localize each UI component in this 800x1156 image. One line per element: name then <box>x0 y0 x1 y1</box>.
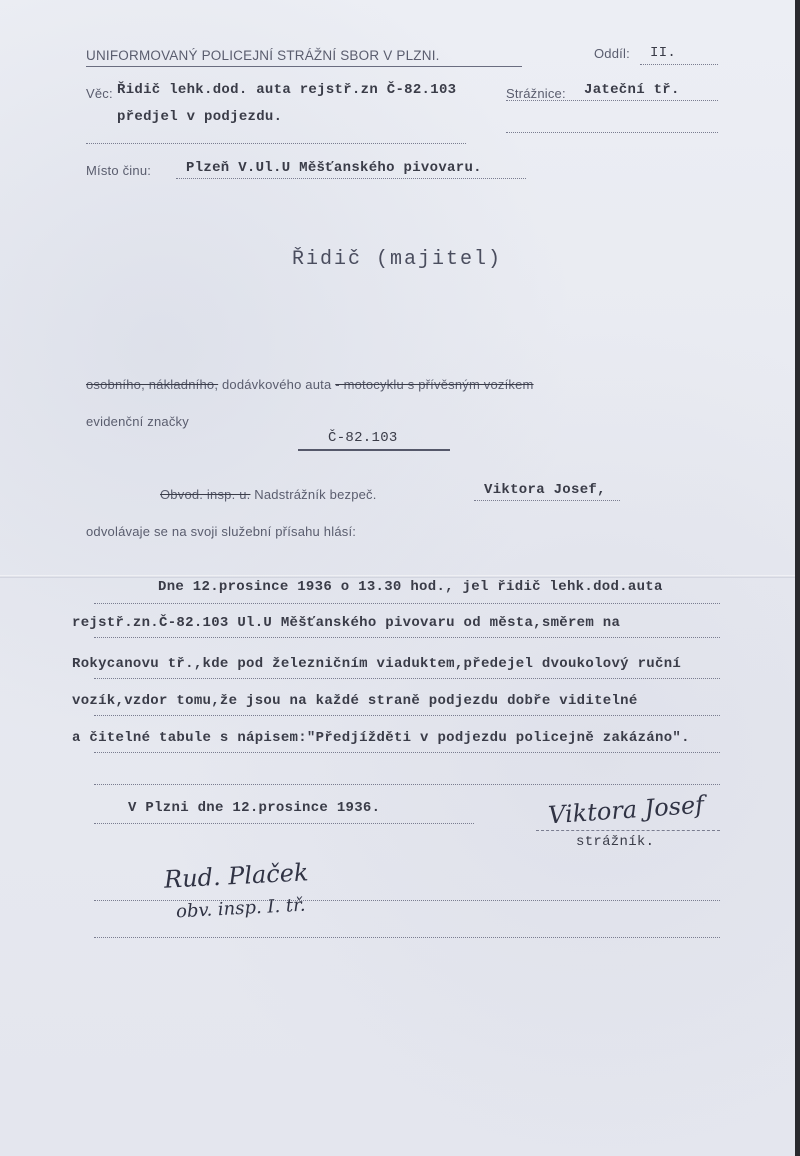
signature-role: strážník. <box>576 834 655 850</box>
officer-struck: Obvod. insp. u. <box>160 487 251 502</box>
vec-label: Věc: <box>86 86 113 101</box>
report-line-4: vozík,vzdor tomu,že jsou na každé straně podjezdu dobře viditelné <box>72 693 638 709</box>
officer-dots <box>474 500 620 501</box>
straznice-label: Strážnice: <box>506 86 566 101</box>
report-line-5: a čitelné tabule s nápisem:"Předjížděti v podjezdu policejně zakázáno". <box>72 730 690 746</box>
officer-line <box>160 487 377 502</box>
countersign-name: Rud. Plaček <box>163 858 310 894</box>
form-title: Řidič (majitel) <box>292 248 503 271</box>
organization-header: UNIFORMOVANÝ POLICEJNÍ STRÁŽNÍ SBOR V PLZNI. <box>86 48 440 63</box>
signature-dots <box>536 830 720 831</box>
officer-name: Viktora Josef, <box>484 482 606 498</box>
report-dots-3 <box>94 678 720 679</box>
report-line-3: Rokycanovu tř.,kde pod železničním viaduktem,předejel dvoukolový ruční <box>72 656 682 672</box>
date-dots <box>94 823 474 824</box>
report-dots-2 <box>94 637 720 638</box>
misto-label: Místo činu: <box>86 163 152 178</box>
straznice-value: Jateční tř. <box>584 82 680 98</box>
straznice-dots-2 <box>506 132 718 133</box>
vehicle-type-kept: dodávkového auta <box>221 377 332 392</box>
vec-dots <box>86 143 466 144</box>
report-dots-4 <box>94 715 720 716</box>
evidence-underline <box>298 449 450 451</box>
misto-value: Plzeň V.Ul.U Měšťanského pivovaru. <box>186 160 482 176</box>
countersign-title: obv. insp. I. tř. <box>175 894 306 923</box>
evidence-value: Č-82.103 <box>328 430 398 446</box>
report-dots-6 <box>94 784 720 785</box>
vec-line1: Řidič lehk.dod. auta rejstř.zn Č-82.103 <box>117 82 457 98</box>
report-line-2: rejstř.zn.Č-82.103 Ul.U Měšťanského pivovaru od města,směrem na <box>72 615 621 631</box>
oddil-dots <box>640 64 718 65</box>
report-line-1: Dne 12.prosince 1936 o 13.30 hod., jel řidič lehk.dod.auta <box>158 579 663 595</box>
report-dots-1 <box>94 603 720 604</box>
evidence-label: evidenční značky <box>86 414 189 429</box>
oddil-label: Oddíl: <box>594 46 630 61</box>
oddil-value: II. <box>650 45 677 61</box>
straznice-dots <box>506 100 718 101</box>
paper-edge <box>795 0 800 1156</box>
header-underline <box>86 66 522 67</box>
vehicle-type-struck-2: - motocyklu s přívěsným vozíkem <box>335 377 534 392</box>
officer-signature: Viktora Josef <box>547 790 705 830</box>
misto-dots <box>176 178 526 179</box>
date-line: V Plzni dne 12.prosince 1936. <box>128 800 381 816</box>
oath-text: odvolávaje se na svoji služební přísahu hlásí: <box>86 524 357 539</box>
paper-fold <box>0 575 800 578</box>
vehicle-type-struck-1: osobního, nákladního, <box>86 377 219 392</box>
vehicle-type-line <box>86 377 534 392</box>
countersign-dots-2 <box>94 937 720 938</box>
report-dots-5 <box>94 752 720 753</box>
officer-rank: Nadstrážník bezpeč. <box>254 487 377 502</box>
vec-line2: předjel v podjezdu. <box>117 109 283 125</box>
